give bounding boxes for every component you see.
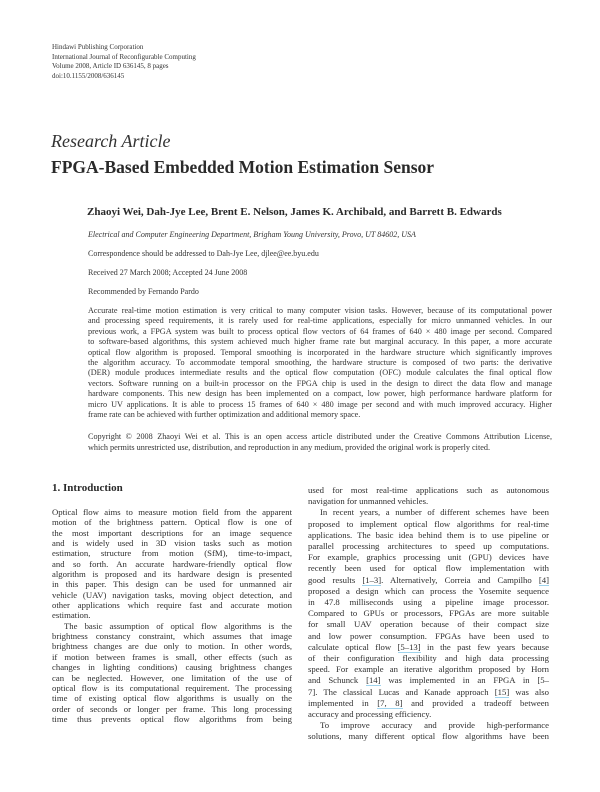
citation-link[interactable]: [15] [494,686,510,697]
text-line: parallel processing architectures to speed up computations. [308,541,549,552]
text-line: brightness constancy constraint, which assumes that image [52,631,292,642]
citation-link[interactable]: [14] [366,675,381,686]
text-line: of their configuration flexibility and high data processing [308,653,549,664]
text-line: recently been used for optical flow implementation with [308,563,549,574]
text-line: micro UV applications. It is able to process 15 frames of 640 × 480 image per second and with much improved accuracy. Higher [88,399,552,409]
text-line: in 47.8 milliseconds using a pipeline image processor. [308,597,549,608]
text-line: algorithm is proposed and its hardware design is presented [52,569,292,580]
text-line: solutions, many different optical flow algorithms have been [308,731,549,742]
right-column [308,485,549,743]
text-line: and is widely used in 3D vision tasks such as motion [52,538,292,549]
text-segment: in the past few years because [420,641,549,652]
citation-link[interactable]: [4] [538,574,549,585]
text-line: frame rate can be achieved with further optimization and additional memory space. [88,410,361,420]
text-segment: and Schunck [308,675,367,686]
text-line: time of existing optical flow algorithms is usually on the [52,693,292,704]
text-line: changes in lighting conditions) causing brightness changes [52,662,292,673]
text-line: if motion between frames is small, other effects (such as [52,651,292,662]
text-line: For example, graphics processing unit (GPU) devices have [308,552,549,563]
text-line: Copyright © 2008 Zhaoyi Wei et al. This is an open access article distributed under the Creative Commons Attribution License, [88,432,552,441]
correspondence: Correspondence should be addressed to Dah-Jye Lee, djlee@ee.byu.edu [88,249,319,258]
text-line [308,687,549,698]
text-line: in this paper. This design can be used for unmanned air [52,579,292,590]
text-line: other applications which require fast and accurate motion [52,600,292,611]
text-line: and so forth. An accurate hardware-friendly optical flow [52,558,292,569]
text-line: vectors. Software running on a built-in processor on the FPGA chip is used in the design to direct the data flow and manage [88,378,552,388]
text-line: to software-based algorithms, this system achieved much higher frame rate but marginal accuracy. In this paper, a more accurate [88,337,552,347]
page-title: FPGA-Based Embedded Motion Estimation Sensor [51,157,435,177]
text-line: In recent years, a number of different schemes have been [320,507,549,518]
text-line [308,675,549,686]
text-line: proposed to implement optical flow algorithms for real-time [308,518,549,529]
copyright [88,432,552,453]
text-line: applications. The basic idea behind them is to use pipeline or [308,529,549,540]
text-line: Compared to GPUs or processors, FPGAs are more suitable [308,608,549,619]
text-line: Accurate real-time motion estimation is very critical to many computer vision tasks. However, because of its computational power [88,306,552,315]
text-line: previous work, a FPGA system was built to process optical flow vectors of 64 frames of 640 × 480 image per second. Compared [88,326,552,336]
text-line: which permits unrestricted use, distribution, and reproduction in any medium, provided the original work is properly cited. [88,442,491,452]
text-line: estimation. [52,610,91,621]
authors: Zhaoyi Wei, Dah-Jye Lee, Brent E. Nelson, James K. Archibald, and Barrett B. Edwards [87,206,502,218]
text-segment: was also [509,686,549,697]
text-segment: implemented in [308,697,378,708]
text-line: brightness changes are due only to motion. In other words, [52,641,292,652]
citation-link[interactable]: [1–3] [362,574,382,585]
text-line: (DER) module produces intermediate results and the optical flow computation (OFC) module calculates the final optical flow [88,368,552,378]
text-line: the most important descriptions for an image sequence [52,527,292,538]
text-line: vehicle (UAV) navigation tasks, moving object detection, and [52,589,292,600]
volume-info: Volume 2008, Article ID 636145, 8 pages [52,62,169,70]
recommended-by: Recommended by Fernando Pardo [88,287,199,296]
text-line [308,575,549,586]
text-line: hardware components. This new design has been implemented on a compact, low power, high performance hardware platform for [88,389,552,399]
publication-header [52,43,196,81]
text-segment: calculate optical flow [308,641,398,652]
left-column [52,507,292,724]
citation-link[interactable]: [5–13] [397,641,421,652]
text-segment: and provided a tradeoff between [402,697,549,708]
text-line: accuracy and processing efficiency. [308,709,432,720]
text-line: optical flow is its computational requirement. The processing [52,682,292,693]
text-line: time thus prevents optical flow algorithms from being [52,713,292,724]
text-line: the algorithm accuracy. To accommodate temporal smoothing, the hardware structure is composed of two parts: the derivative [88,358,552,368]
article-type: Research Article [51,131,171,151]
text-line: estimation, structure from motion (SfM), time-to-impact, [52,548,292,559]
text-line: To improve accuracy and provide high-performance [320,720,549,731]
journal-name: International Journal of Reconfigurable Computing [52,52,196,61]
text-line: navigation for unmanned vehicles. [308,496,429,507]
text-line: and processing speed requirements, it is rarely used for real-time applications, especially for micro unmanned vehicles. In our [88,316,552,326]
dates: Received 27 March 2008; Accepted 24 June 2008 [88,268,248,277]
text-line: used for most real-time applications such as autonomous [308,485,549,495]
text-segment: 7]. The classical Lucas and Kanade approach [308,686,495,697]
text-segment: . Alternatively, Correia and Campilho [381,574,539,585]
text-segment: was implemented in an FPGA in [5– [380,675,549,686]
section-heading-introduction: 1. Introduction [52,482,123,494]
text-line: for small UAV operation because of their compact size [308,619,549,630]
abstract [88,306,552,420]
text-line [308,642,549,653]
text-line [308,698,549,709]
text-line: order of seconds or longer per frame. This long processing [52,703,292,714]
text-line: Optical flow aims to measure motion field from the apparent [52,507,292,517]
text-line: and low power consumption. FPGAs have been used to [308,630,549,641]
text-line: optical flow algorithm is proposed. Temporal smoothing is incorporated in the hardware structure which significantly improves [88,347,552,357]
doi[interactable]: doi:10.1155/2008/636145 [52,71,125,80]
text-line: can be neglected. However, one limitation of the use of [52,672,292,683]
text-line: The basic assumption of optical flow algorithms is the [64,620,292,631]
publisher: Hindawi Publishing Corporation [52,43,144,51]
text-line: motion of the brightness pattern. Optical flow is one of [52,517,292,528]
text-segment: good results [308,574,363,585]
citation-link[interactable]: [7, 8] [377,697,403,708]
affiliation: Electrical and Computer Engineering Department, Brigham Young University, Provo, UT 84602, USA [88,230,416,239]
text-line: proposed a design which can process the Yosemite sequence [308,585,549,596]
text-line: speed. For example an iterative algorithm proposed by Horn [308,664,549,675]
